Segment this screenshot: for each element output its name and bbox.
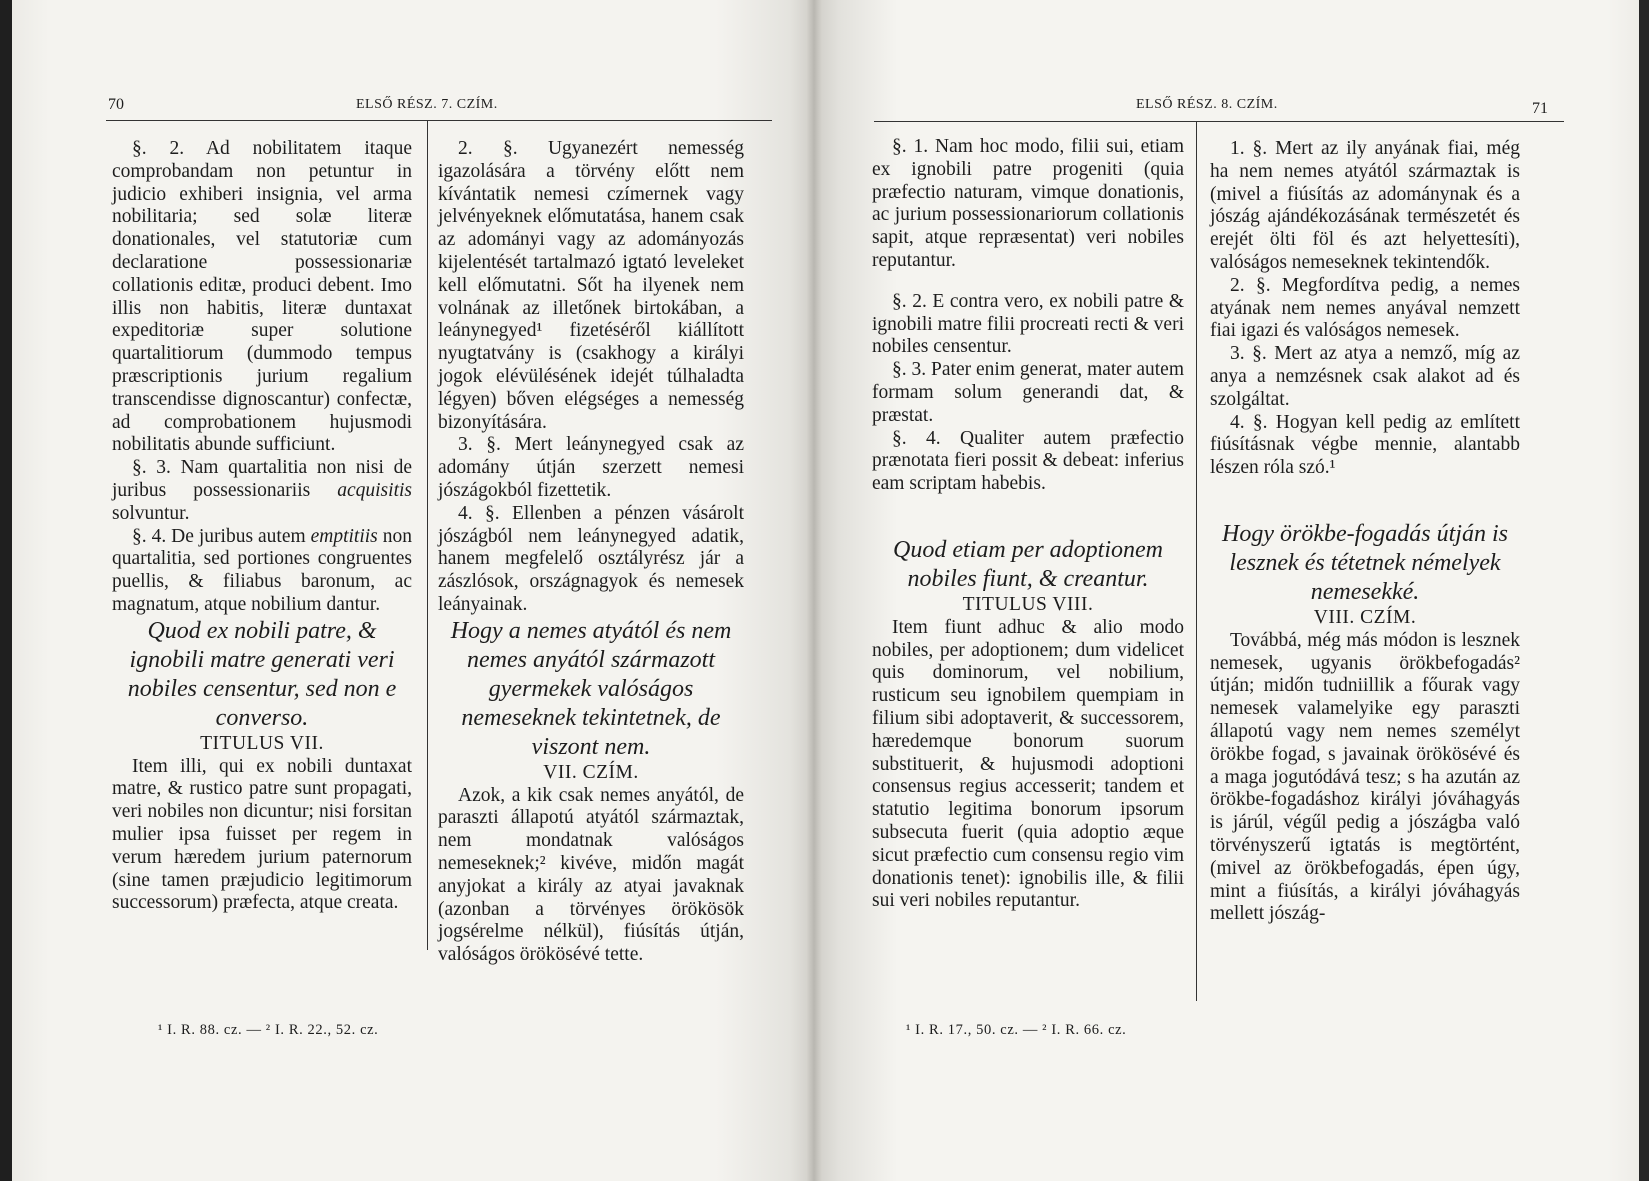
right-page: [814, 0, 1649, 1181]
paragraph: §. 3. Nam quartalitia non nisi de juribus possessionariis acquisitis solvuntur.: [112, 457, 412, 524]
page-number: 70: [108, 96, 124, 113]
hungarian-column: [438, 138, 744, 967]
paragraph: Továbbá, még más módon is lesznek nemesek, ugyanis örökbefogadás² útján; midőn tudniillik a főurak vagy nemesek valamelyike egy paraszti állapotú vagy nem nemes személyt örökbe fogad, s javainak örökösévé és a maga jogutódává tesz; s ha azután az örökbe-fogadáshoz királyi jóváhagyás is járúl, végűl pedig a jószágba való törvényszerű igtatás is megtörtént, (mivel az örökbefogadás, épen úgy, mint a fiúsítás, a királyi jóváhagyás mellett jószág-: [1210, 629, 1520, 925]
italic-word: emptitiis: [310, 525, 378, 547]
page-number: 71: [1532, 100, 1548, 117]
latin-column: [112, 138, 412, 915]
left-page: [0, 0, 814, 1181]
paragraph: 3. §. Mert az atya a nemző, míg az anya a nemzésnek csak alakot ad és szolgáltat.: [1210, 343, 1520, 410]
paragraph: 4. §. Ellenben a pénzen vásárolt jószágból nem leánynegyed adatik, hanem megfelelő osztályrész jár a zászlósok, országnagyok és nemesek leányainak.: [438, 502, 744, 615]
paragraph: 2. §. Ugyanezért nemesség igazolására a törvény előtt nem kívántatik nemesi czímernek vagy jelvényeknek előmutatása, hanem csak az adományi vagy az adományozás kijelentését tartalmazó igtató leveleket kell előmutatni. Sőt ha ilyenek nem volnának az illetőnek birtokában, a leánynegyed¹ fizetéséről kiállított nyugtatvány is (csakhogy a királyi jogok elévülésének idejét túlhaladta légyen) bőven elégséges a nemesség bizonyítására.: [438, 138, 744, 433]
paragraph: §. 4. Qualiter autem præfectio prænotata fieri possit & debeat: inferius eam scriptam habebis.: [872, 427, 1184, 495]
section-heading: Quod etiam per adoptionem nobiles fiunt, & creantur.: [893, 536, 1163, 592]
paragraph: 1. §. Mert az ily anyának fiai, még ha nem nemes atyától származtak is (mivel a fiúsítás az adománynak és a jószág ajándékozásának természetét és erejét ölti föl és azt helyettesíti), valóságos nemeseknek tekintendők.: [1210, 138, 1520, 273]
title-label: TITULUS VIII.: [962, 593, 1094, 615]
italic-word: acquisitis: [337, 479, 412, 501]
header-rule: [106, 120, 772, 121]
paragraph: Item fiunt adhuc & alio modo nobiles, per adoptionem; dum videlicet quis dominorum, vel nobilium, rusticum seu ignobilem quempiam in filium sibi adoptaverit, & successorem, hæredemque bonorum suorum substituerit, & hujusmodi adoptioni consensus regius accesserit; tandem et statutio legitima bonorum ipsorum subsecuta fuerit (quia adoptio æque sicut præfectio cum consensu regio vim donationis tenet): ignobilis ille, & filii sui veri nobiles reputantur.: [872, 616, 1184, 912]
footnote: ¹ I. R. 88. cz. — ² I. R. 22., 52. cz.: [158, 1022, 379, 1038]
paragraph: 4. §. Hogyan kell pedig az említett fiúsításnak végbe mennie, alantabb lészen róla szó.¹: [1210, 411, 1520, 479]
paragraph: 2. §. Megfordítva pedig, a nemes atyának nem nemes anyával nemzett fiai igazi és valóságos nemesek.: [1210, 274, 1520, 342]
scan-right-edge: [1639, 0, 1649, 1181]
scan-left-edge: [0, 0, 12, 1181]
column-divider: [427, 120, 428, 950]
paragraph: 3. §. Mert leánynegyed csak az adomány útján szerzett nemesi jószágokból fizettetik.: [438, 434, 744, 501]
header-rule: [874, 121, 1564, 122]
title-label: VII. CZÍM.: [543, 761, 639, 783]
paragraph: Azok, a kik csak nemes anyától, de paraszti állapotú atyától származtak, nem mondatnak valóságos nemeseknek;² kivéve, midőn magát anyjokat a király az atyai javaknak (azonban a törvényes örökösök jogsérelme nélkül), fiúsítás útján, valóságos örökösévé tette.: [438, 784, 744, 966]
running-head: ELSŐ RÉSZ. 8. CZÍM.: [1136, 97, 1278, 112]
paragraph: §. 1. Nam hoc modo, filii sui, etiam ex ignobili patre progeniti (quia præfectio naturam, vimque donationis, ac jurium possessionariorum collationis sapit, atque repræsentat) veri nobiles reputantur.: [872, 136, 1184, 271]
running-head: ELSŐ RÉSZ. 7. CZÍM.: [356, 97, 498, 112]
paragraph: §. 3. Pater enim generat, mater autem formam solum generandi dat, & præstat.: [872, 359, 1184, 426]
section-heading: Hogy a nemes atyától és nem nemes anyától származott gyermekek valóságos nemeseknek tekintetnek, de viszont nem.: [450, 617, 732, 760]
paragraph: §. 4. De juribus autem emptitiis non quartalitia, sed portiones congruentes puellis, & filiabus baronum, ac magnatum, atque nobilium dantur.: [112, 525, 412, 615]
latin-column: [872, 136, 1184, 913]
title-label: VIII. CZÍM.: [1313, 606, 1417, 628]
footnote: ¹ I. R. 17., 50. cz. — ² I. R. 66. cz.: [906, 1022, 1127, 1038]
paragraph: Item illi, qui ex nobili duntaxat matre, & rustico patre sunt propagati, veri nobiles non dicuntur; nisi forsitan mulier ipsa fuisset per regem in verum hæredem jurium paternorum (sine tamen præjudicio legitimorum successorum) præfecta, atque creata.: [112, 755, 412, 914]
book-gutter: [806, 0, 822, 1181]
title-label: TITULUS VII.: [200, 732, 324, 754]
hungarian-column: [1210, 138, 1520, 926]
paragraph: §. 2. Ad nobilitatem itaque comprobandam non petuntur in judicio exhiberi insignia, vel arma nobilitaria; sed solæ literæ donationales, vel statutoriæ cum declaratione possessionariæ collationis editæ, produci debent. Imo illis non habitis, literæ duntaxat expeditoriæ super solutione quartalitiorum (dummodo tempus præscriptionis jurium regalium transcendisse dignoscantur) confectæ, ad comprobationem hujusmodi nobilitatis abunde sufficiunt.: [112, 138, 412, 456]
section-heading: Quod ex nobili patre, & ignobili matre generati veri nobiles censentur, sed non e converso.: [127, 617, 397, 731]
paragraph: §. 2. E contra vero, ex nobili patre & ignobili matre filii procreati recti & veri nobiles censentur.: [872, 290, 1184, 358]
section-heading: Hogy örökbe-fogadás útján is lesznek és tétetnek némelyek nemesekké.: [1222, 520, 1508, 605]
column-divider: [1196, 121, 1197, 1001]
